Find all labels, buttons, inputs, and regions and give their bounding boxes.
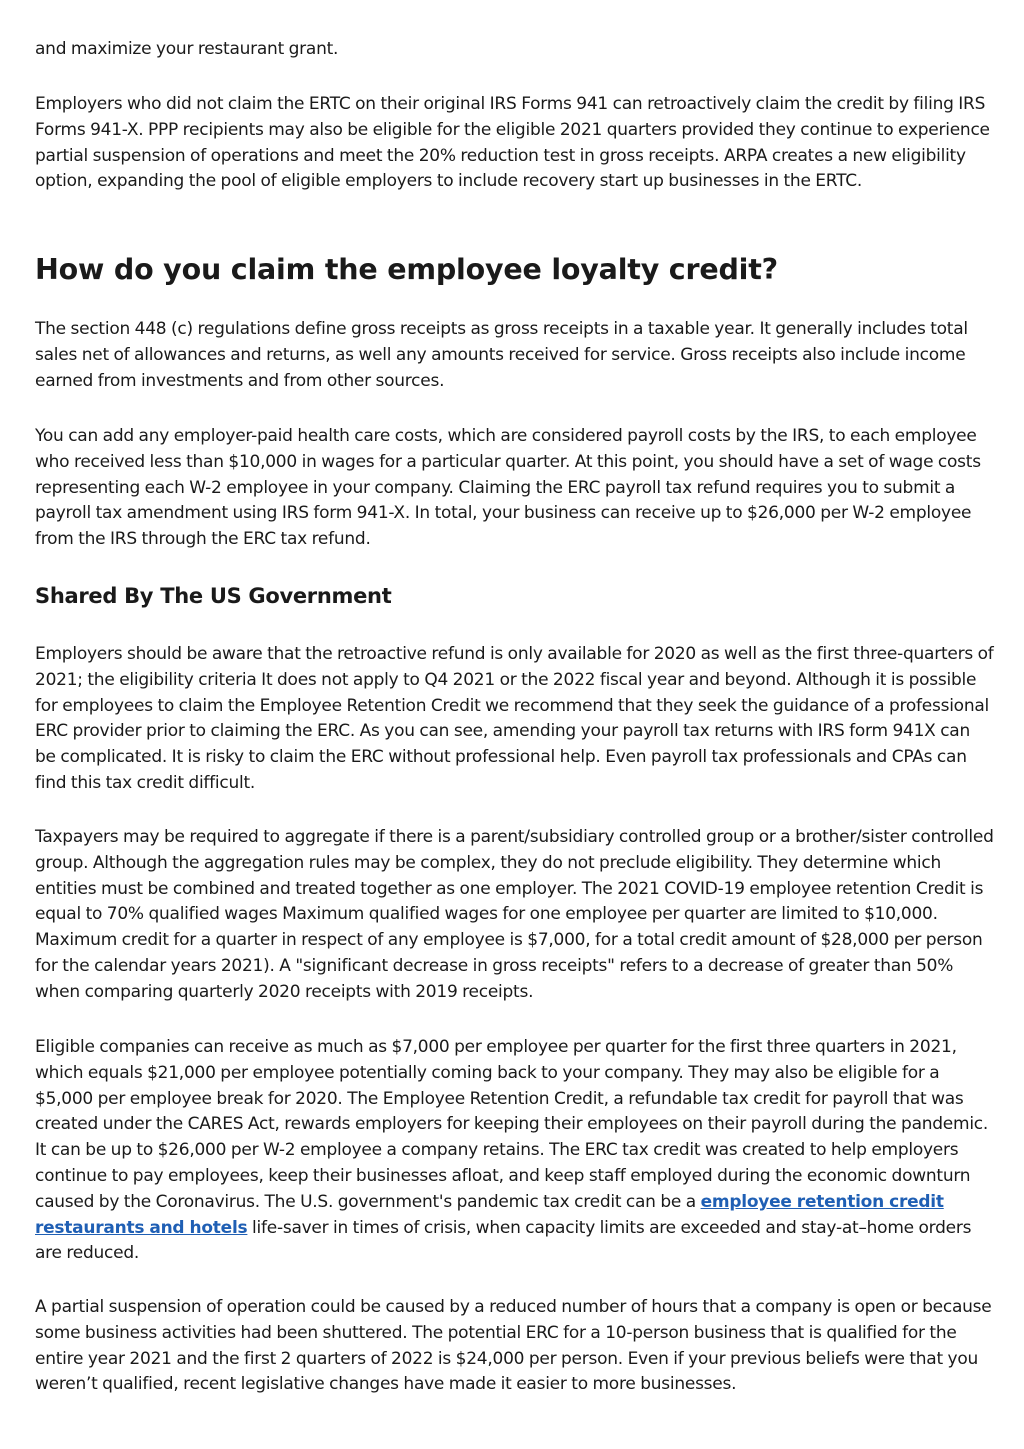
heading-claim-credit: How do you claim the employee loyalty credit? <box>35 253 778 286</box>
paragraph-health-care-costs: You can add any employer-paid health care costs, which are considered payroll costs by the IRS, to each employee who received less than $10,000 in wages for a particular quarter. At this point, you should have a set of wage costs representing each W-2 employee in your company. Claiming the ERC payroll tax refund requires you to submit a payroll tax amendment using IRS form 941-X. In total, your business can receive up to $26,000 per W-2 employee from the IRS through the ERC tax refund. <box>35 426 981 550</box>
paragraph-partial-suspension: A partial suspension of operation could be caused by a reduced number of hours that a company is open or because some business activities had been shuttered. The potential ERC for a 10-person business that is qualified for the entire year 2021 and the first 2 quarters of 2022 is $24,000 per person. Even if your previous beliefs were that you weren’t qualified, recent legislative changes have made it easier to more businesses. <box>35 1297 992 1395</box>
paragraph-ertc-retroactive: Employers who did not claim the ERTC on their original IRS Forms 941 can retroactively claim the credit by filing IRS Forms 941-X. PPP recipients may also be eligible for the eligible 2021 quarters provided they continue to experience partial suspension of operations and meet the 20% reduction test in gross receipts. ARPA creates a new eligibility option, expanding the pool of eligible employers to include recovery start up businesses in the ERTC. <box>35 94 990 192</box>
paragraph-text-after-link: life-saver in times of crisis, when capacity limits are exceeded and stay-at–home orders are reduced. <box>35 1217 972 1264</box>
employee-retention-credit-link[interactable]: employee retention credit restaurants and hotels <box>35 1191 944 1238</box>
paragraph-intro-tail: and maximize your restaurant grant. <box>35 39 339 59</box>
paragraph-aggregation-rules: Taxpayers may be required to aggregate if there is a parent/subsidiary controlled group or a brother/sister controlled group. Although the aggregation rules may be complex, they do not preclude eligibility. They determine which entities must be combined and treated together as one employer. The 2021 COVID-19 employee retention Credit is equal to 70% qualified wages Maximum qualified wages for one employee per quarter are limited to $10,000. Maximum credit for a quarter in respect of any employee is $7,000, for a total credit amount of $28,000 per person for the calendar years 2021). A "significant decrease in gross receipts" refers to a decrease of greater than 50% when comparing quarterly 2020 receipts with 2019 receipts. <box>35 827 994 1002</box>
paragraph-eligible-companies <box>35 1035 995 1267</box>
paragraph-retroactive-refund: Employers should be aware that the retroactive refund is only available for 2020 as well as the first three-quarters of 2021; the eligibility criteria It does not apply to Q4 2021 or the 2022 fiscal year and beyond. Although it is possible for employees to claim the Employee Retention Credit we recommend that they seek the guidance of a professional ERC provider prior to claiming the ERC. As you can see, amending your payroll tax returns with IRS form 941X can be complicated. It is risky to claim the ERC without professional help. Even payroll tax professionals and CPAs can find this tax credit difficult. <box>35 644 994 793</box>
paragraph-text-before-link: Eligible companies can receive as much as $7,000 per employee per quarter for the first three quarters in 2021, which equals $21,000 per employee potentially coming back to your company. They may also be eligible for a $5,000 per employee break for 2020. The Employee Retention Credit, a refundable tax credit for payroll that was created under the CARES Act, rewards employers for keeping their employees on their payroll during the pandemic. It can be up to $26,000 per W-2 employee a company retains. The ERC tax credit was created to help employers continue to pay employees, keep their businesses afloat, and keep staff employed during the economic downturn caused by the Coronavirus. The U.S. government's pandemic tax credit can be a <box>35 1037 989 1212</box>
heading-shared-by-government: Shared By The US Government <box>35 584 392 608</box>
paragraph-gross-receipts: The section 448 (c) regulations define gross receipts as gross receipts in a taxable year. It generally includes total sales net of allowances and returns, as well any amounts received for service. Gross receipts also include income earned from investments and from other sources. <box>35 319 968 391</box>
